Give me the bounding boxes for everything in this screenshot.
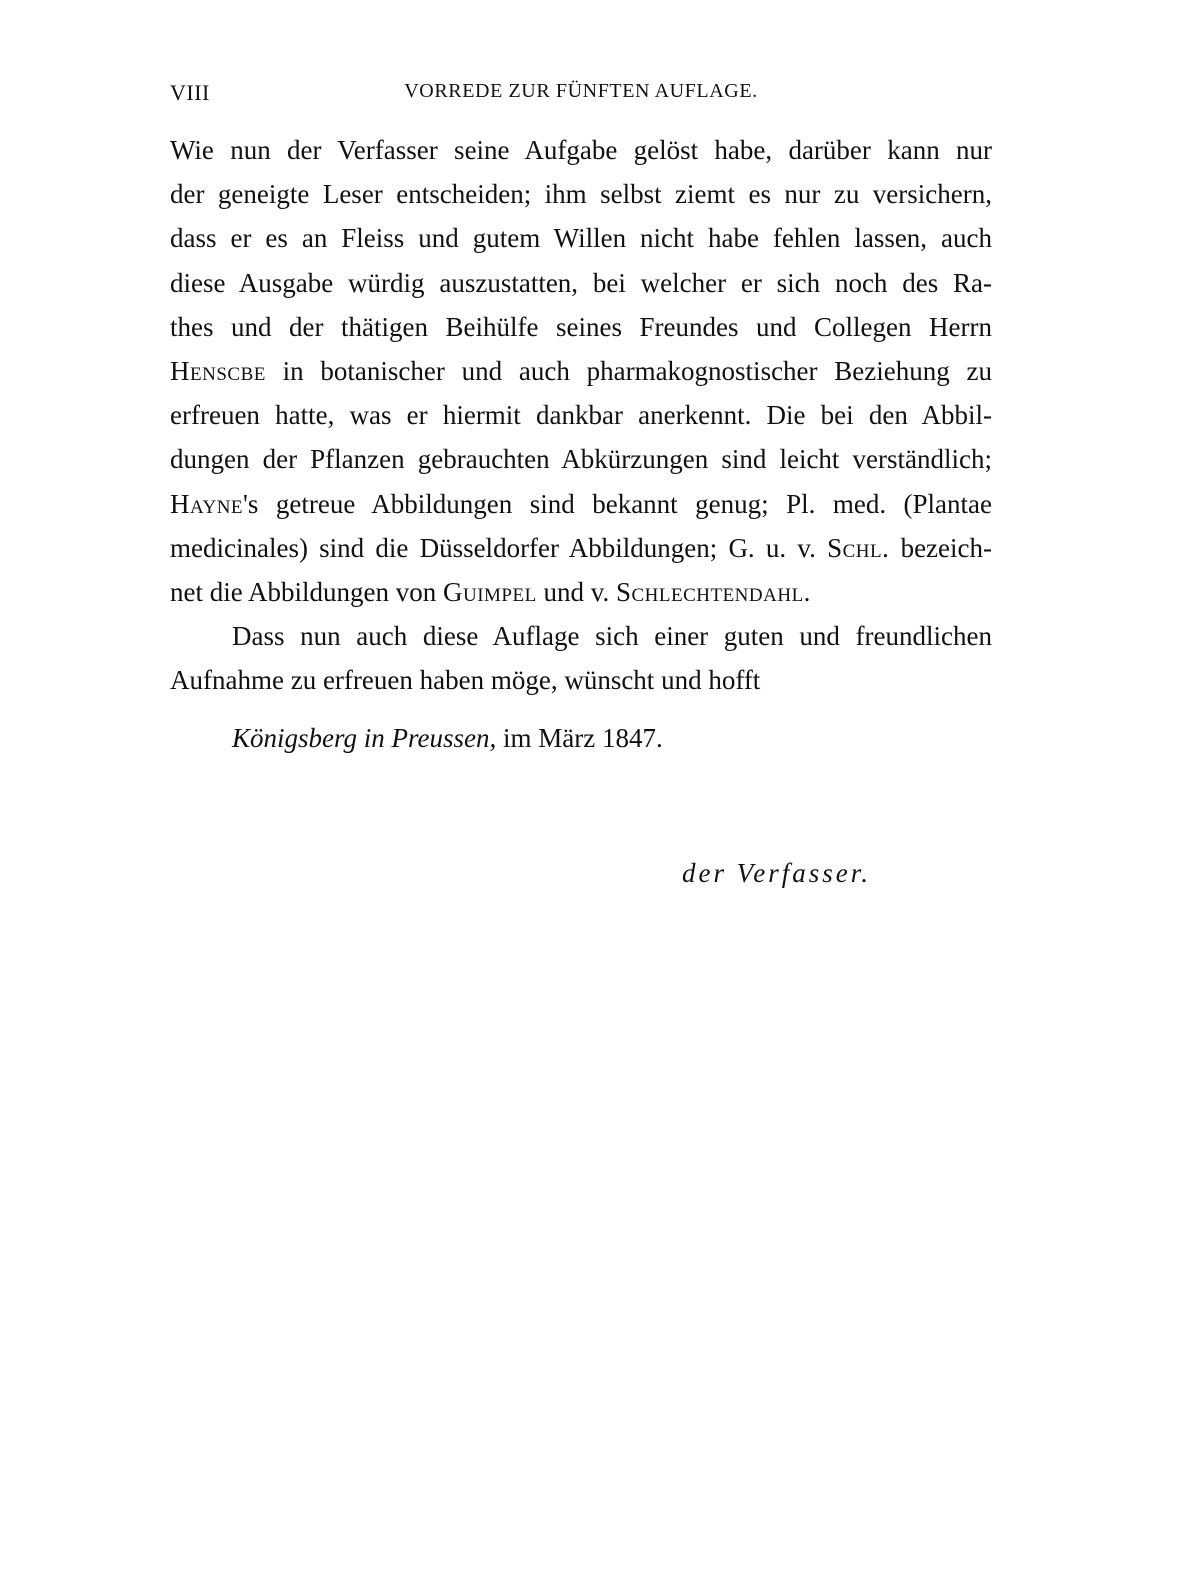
running-title: VORREDE ZUR FÜNFTEN AUFLAGE. [404, 80, 758, 102]
text-line [170, 526, 992, 570]
page-number: VIII [170, 80, 210, 105]
text-line: Aufnahme zu erfreuen haben möge, wünscht und hofft [170, 665, 761, 696]
text-line [170, 482, 992, 526]
text-line: dass er es an Fleiss und gutem Willen nicht habe fehlen lassen, auch [170, 223, 992, 254]
abbreviation: Schl. [827, 532, 890, 563]
preface-text [170, 128, 992, 702]
text-line: thes und der thätigen Beihülfe seines Freundes und Collegen Herrn [170, 311, 992, 342]
text-fragment: und v. [543, 576, 610, 607]
person-name: Schlechtendahl. [615, 576, 811, 607]
running-head [170, 80, 992, 110]
signature: der Verfasser. [682, 858, 871, 888]
text-line: Wie nun der Verfasser seine Aufgabe gelöst habe, darüber kann nur [170, 135, 992, 165]
person-name: Henscbe [170, 355, 266, 386]
text-fragment: net die Abbildungen von [170, 576, 437, 607]
text-fragment: medicinales) sind die Düsseldorfer Abbildungen; G. u. v. [170, 532, 816, 563]
text-fragment: in botanischer und auch pharmakognostischer Beziehung zu [282, 355, 992, 386]
text-line: diese Ausgabe würdig auszustatten, bei welcher er sich noch des Ra- [170, 267, 992, 298]
text-fragment: 's getreue Abbildungen sind bekannt genug; Pl. med. (Plantae [243, 488, 992, 519]
text-line: Dass nun auch diese Auflage sich einer guten und freundlichen [232, 621, 992, 652]
date: im März 1847. [503, 723, 663, 753]
text-line: erfreuen hatte, was er hiermit dankbar anerkennt. Die bei den Abbil- [170, 400, 992, 431]
person-name: Guimpel [442, 576, 537, 607]
text-line: der geneigte Leser entscheiden; ihm selbst ziemt es nur zu versichern, [170, 179, 992, 210]
text-line: dungen der Pflanzen gebrauchten Abkürzungen sind leicht verständlich; [170, 444, 992, 475]
person-name: Hayne [170, 488, 244, 519]
text-fragment: bezeich- [900, 532, 993, 563]
text-line [170, 570, 992, 614]
place-and-date [232, 723, 663, 754]
text-line [170, 349, 992, 393]
place-name: Königsberg in Preussen, [232, 723, 497, 753]
